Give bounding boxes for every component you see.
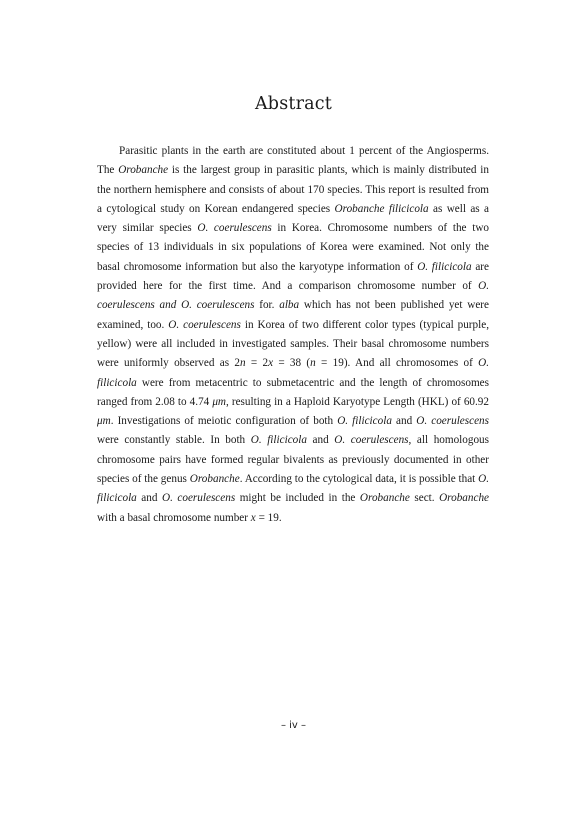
- italic-run: μm: [97, 415, 111, 428]
- text-run: . According to the cytological data, it is possible that: [239, 473, 479, 486]
- text-run: for.: [254, 299, 280, 312]
- text-run: with a basal chromosome number: [97, 511, 251, 524]
- text-run: , resulting in a Haploid Karyotype Length (HKL) of 60.92: [226, 395, 489, 408]
- italic-run: O. filicicola: [250, 434, 307, 447]
- text-run: = 19.: [255, 511, 282, 524]
- italic-run: μm: [212, 395, 227, 408]
- italic-run: O. coerulescens and O. coerulescens: [97, 280, 489, 312]
- text-run: = 38 (: [273, 357, 311, 370]
- text-run: were from metacentric to submetacentric and the length of chromosomes ranged from 2.08 to 4.74: [97, 376, 489, 408]
- text-run: were constantly stable. In both: [97, 434, 251, 447]
- italic-run: O. coerulescens: [334, 434, 409, 447]
- text-run: = 19). And all chromosomes of: [315, 357, 479, 370]
- italic-run: Orobanche: [118, 164, 169, 177]
- italic-run: x: [268, 357, 274, 370]
- italic-run: alba: [279, 299, 300, 312]
- italic-run: O. filicicola: [337, 415, 392, 428]
- italic-run: x: [250, 511, 256, 524]
- text-run: and: [136, 492, 162, 505]
- italic-run: Orobanche: [189, 473, 240, 486]
- italic-run: O. coerulescens: [162, 492, 236, 505]
- italic-run: O. filicicola: [97, 473, 489, 505]
- text-run: as well as a very similar species: [97, 202, 490, 235]
- italic-run: O. filicicola: [97, 357, 490, 389]
- text-run: might be included in the: [235, 492, 360, 505]
- text-run: in Korea of two different color types (typical purple, yellow) were all included in investigated samples. Their basal chromosome numbers were uniformly observed as 2: [97, 318, 489, 370]
- italic-run: n: [239, 357, 246, 370]
- text-run: Parasitic plants in the earth are constituted about 1 percent of the Angiosperms. The: [97, 145, 489, 177]
- italic-run: O. coerulescens: [416, 415, 490, 428]
- text-run: and: [391, 415, 417, 428]
- text-run: and: [306, 434, 335, 447]
- text-run: sect.: [409, 492, 440, 505]
- italic-run: Orobanche filicicola: [334, 202, 429, 215]
- text-run: . Investigations of meiotic configuration of both: [110, 415, 338, 428]
- text-run: which has not been published yet were examined, too.: [97, 299, 489, 331]
- text-run: is the largest group in parasitic plants, which is mainly distributed in the northern hemisphere and consists of about 170 species. This report is resulted from a cytological study on Korean endangered species: [97, 164, 489, 215]
- italic-run: O. filicicola: [417, 260, 472, 273]
- italic-run: O. coerulescens: [197, 222, 272, 235]
- italic-run: Orobanche: [359, 492, 410, 505]
- text-run: in Korea. Chromosome numbers of the two species of 13 individuals in six populations of Korea were examined. Not only the basal chromosome information but also the karyotype information of: [97, 222, 490, 273]
- text-run: , all homologous chromosome pairs have formed regular bivalents as previously documented in other species of the genus: [97, 434, 490, 486]
- text-run: are provided here for the first time. And a comparison chromosome number of: [97, 260, 489, 293]
- abstract-title: Abstract: [254, 94, 333, 114]
- italic-run: Orobanche: [439, 492, 490, 505]
- abstract-paragraph: [97, 142, 489, 528]
- page-number: – iv –: [280, 720, 307, 731]
- italic-run: O. coerulescens: [168, 318, 241, 331]
- text-run: = 2: [245, 357, 269, 370]
- italic-run: n: [310, 357, 316, 370]
- abstract-body: [97, 142, 489, 528]
